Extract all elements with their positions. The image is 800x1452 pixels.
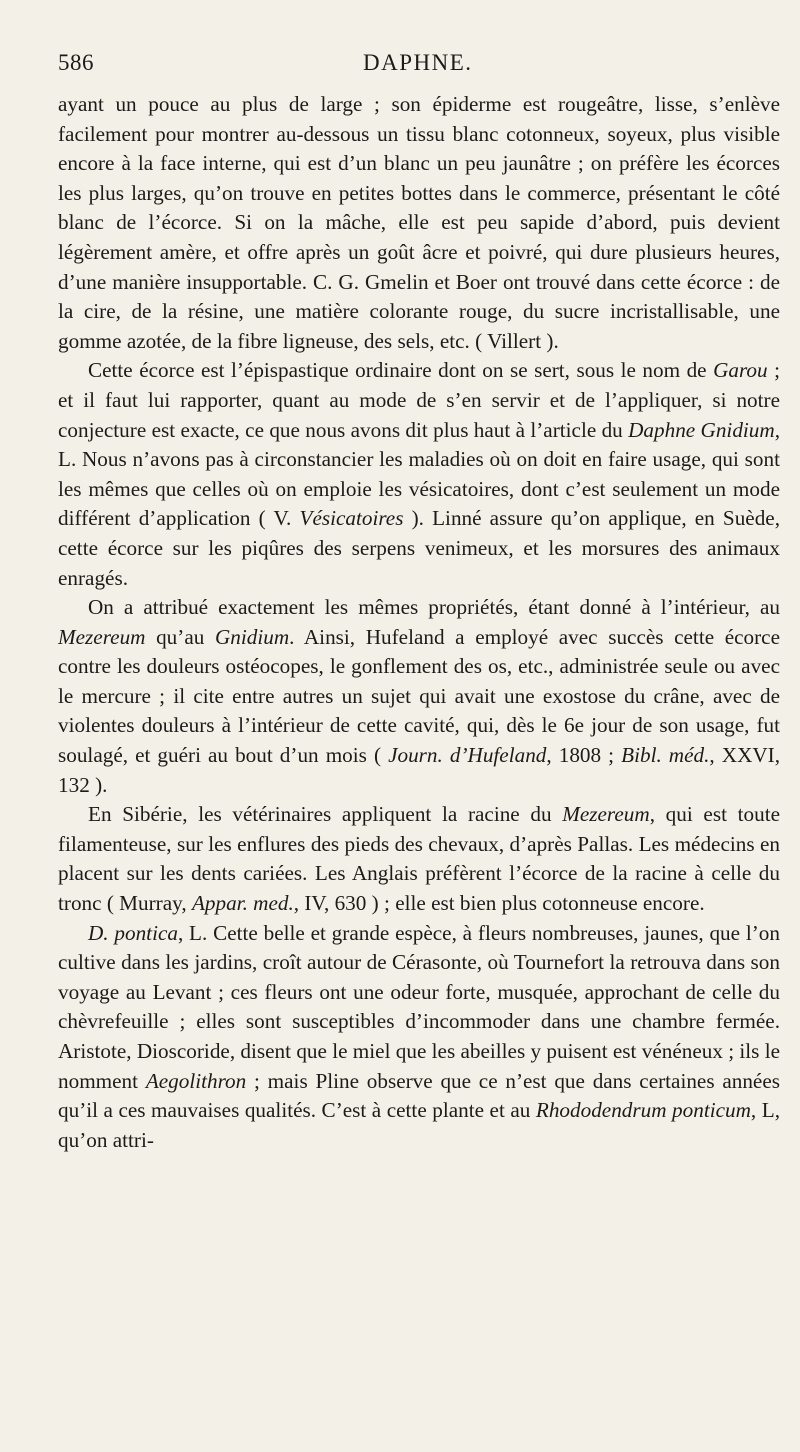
page-header <box>58 50 778 84</box>
italic-text: Aegolithron <box>145 1068 247 1093</box>
text-run: , qui est toute filamenteuse, sur les enflures des pieds des chevaux, d’après Pallas. Les médecins en placent sur les dents cariées. Les Anglais préfèrent l’écorce de la racine à celle du tronc ( Murray, <box>58 802 780 916</box>
text-run: ; et il faut lui rapporter, quant au mode de s’en servir et de l’appliquer, si notre conjecture est exacte, ce que nous avons dit plus haut à l’article du <box>58 358 781 442</box>
running-title: DAPHNE. <box>363 50 473 75</box>
text-run: qu’au <box>145 624 215 649</box>
paragraph <box>58 593 780 800</box>
text-run: ayant un pouce au plus de large ; son épiderme est rougeâtre, lisse, s’enlève facilement pour montrer au-dessous un tissu blanc cotonneux, soyeux, plus visible encore à la face interne, qui est d’un blanc un peu jaunâtre ; on préfère les écorces les plus larges, qu’on trouve en petites bottes dans le commerce, présentant le côté blanc de l’écorce. Si on la mâche, elle est peu sapide d’abord, puis devient légèrement amère, et offre après un goût âcre et poivré, qui dure plusieurs heures, d’une manière insupportable. C. G. Gmelin et Boer ont trouvé dans cette écorce : de la cire, de la résine, une matière colorante rouge, du sucre incristallisable, une gomme azotée, de la fibre ligneuse, des sels, etc. ( Villert ). <box>58 92 780 353</box>
text-run: , 1808 ; <box>546 743 622 768</box>
text-run: En Sibérie, les vétérinaires appliquent la racine du <box>88 802 563 827</box>
italic-text: Daphne Gnidium <box>628 417 775 442</box>
italic-text: D. pontica <box>88 920 178 945</box>
text-run: , L. Cette belle et grande espèce, à fleurs nombreuses, jaunes, que l’on cultive dans les jardins, croît autour de Cérasonte, où Tournefort la retrouva dans son voyage au Levant ; ces fleurs ont une odeur forte, musquée, approchant de celle du chèvrefeuille ; elles sont susceptibles d’incommoder dans une chambre fermée. Aristote, Dioscoride, disent que le miel que les abeilles y puisent est vénéneux ; ils le nomment <box>58 920 780 1093</box>
text-run: . Ainsi, Hufeland a employé avec succès cette écorce contre les douleurs ostéocopes, le gonflement des os, etc., administrée seule ou avec le mercure ; il cite entre autres un sujet qui avait une exostose du crâne, avec de violentes douleurs à l’intérieur de cette cavité, qui, dès le 6e jour de son usage, fut soulagé, et guéri au bout d’un mois ( <box>58 624 780 768</box>
text-run: , L, qu’on attri- <box>58 1098 780 1152</box>
italic-text: Vésicatoires <box>299 506 404 531</box>
body-text <box>58 90 780 1155</box>
italic-text: Appar. med. <box>191 891 294 916</box>
italic-text: Journ. d’Hufeland <box>388 743 547 768</box>
paragraph <box>58 90 780 356</box>
text-run: , L. Nous n’avons pas à circonstancier les maladies où on doit en faire usage, qui sont les mêmes que celles où on emploie les vésicatoires, dont c’est seulement un mode différent d’application ( V. <box>58 417 780 531</box>
text-run: , IV, 630 ) ; elle est bien plus cotonneuse encore. <box>293 891 705 916</box>
italic-text: Gnidium <box>214 624 290 649</box>
text-run: , XXVI, 132 ). <box>58 743 781 797</box>
italic-text: Rhododendrum ponticum <box>535 1098 751 1123</box>
italic-text: Garou <box>713 358 768 383</box>
italic-text: Mezereum <box>562 802 650 827</box>
paragraph <box>58 356 780 593</box>
text-run: ; mais Pline observe que ce n’est que dans certaines années qu’il a ces mauvaises qualités. C’est à cette plante et au <box>58 1068 780 1123</box>
text-run: ). Linné assure qu’on applique, en Suède, cette écorce sur les piqûres des serpens venimeux, et les morsures des animaux enragés. <box>58 506 781 590</box>
page-number: 586 <box>58 50 94 75</box>
italic-text: Mezereum <box>58 624 146 649</box>
paragraph <box>58 800 780 918</box>
italic-text: Bibl. méd. <box>621 743 710 768</box>
text-run: On a attribué exactement les mêmes propriétés, étant donné à l’intérieur, au <box>88 595 780 620</box>
text-run: Cette écorce est l’épispastique ordinaire dont on se sert, sous le nom de <box>88 358 714 383</box>
paragraph <box>58 919 780 1156</box>
